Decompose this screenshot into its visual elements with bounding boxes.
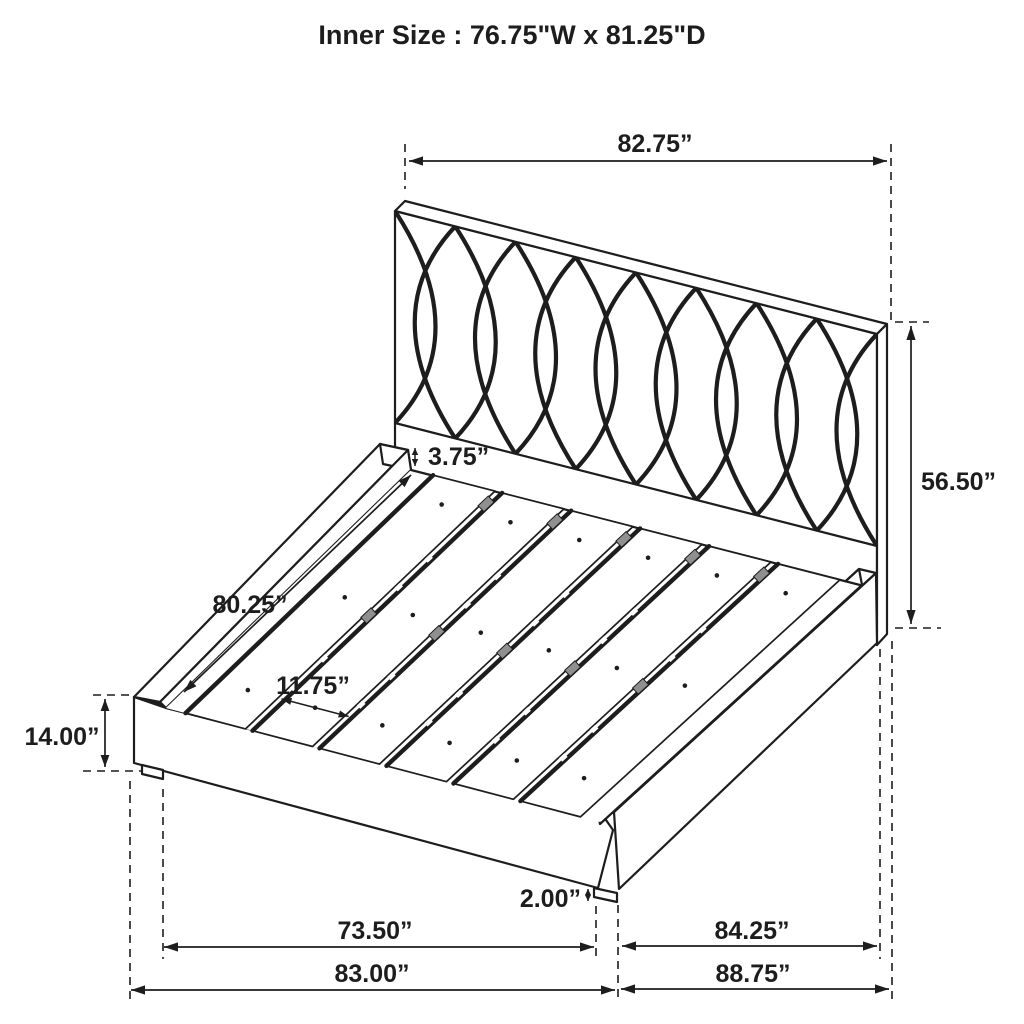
dim-label-top-width: 82.75” — [617, 130, 693, 158]
dim-label-total-depth: 88.75” — [715, 960, 791, 988]
dim-label-slat-spacing: 11.75” — [276, 672, 350, 700]
dim-label-outer-depth-left: 83.00” — [334, 960, 410, 988]
dim-label-side-depth: 84.25” — [714, 917, 790, 945]
dim-label-inner-depth: 73.50” — [337, 917, 413, 945]
front-right-foot — [594, 888, 617, 902]
dim-label-base-height: 14.00” — [24, 723, 100, 751]
dim-label-slat-length: 80.25” — [212, 591, 288, 619]
diagram-title: Inner Size : 76.75"W x 81.25"D — [318, 20, 706, 50]
dim-label-foot-height: 2.00” — [519, 885, 581, 913]
dim-label-rail-lip: 3.75” — [428, 443, 490, 471]
dim-label-headboard-height: 56.50” — [921, 468, 997, 496]
headboard-side-face — [877, 324, 887, 645]
